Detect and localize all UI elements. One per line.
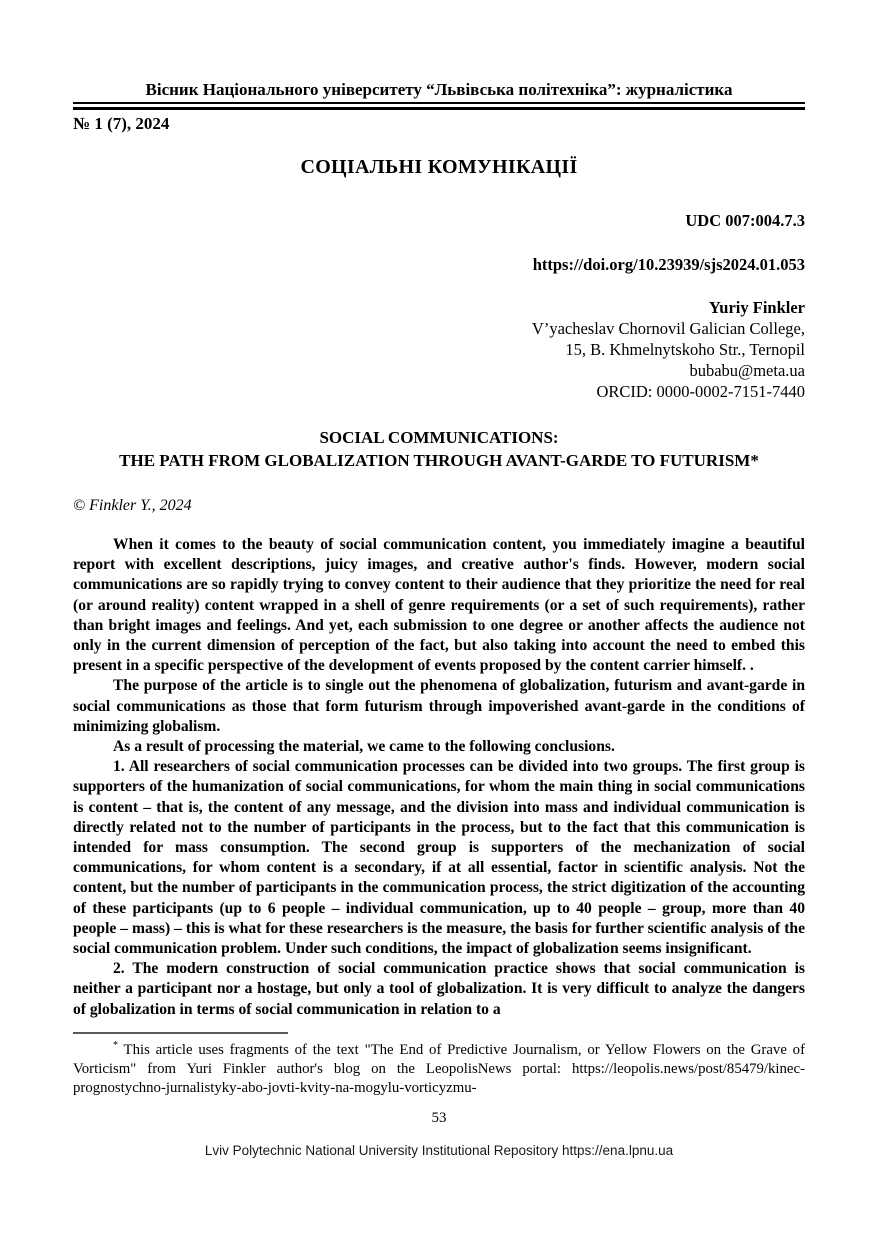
- copyright-notice: © Finkler Y., 2024: [73, 497, 192, 514]
- article-title-line1: SOCIAL COMMUNICATIONS:: [319, 428, 559, 447]
- body-paragraph: When it comes to the beauty of social communication content, you immediately imagine a beautiful report with excellent descriptions, juicy images, and creative author's finds. However, modern social communications are so rapidly trying to convey content to their audience that they prioritize the need for real (or around reality) content wrapped in a shell of genre requirements (or a set of such requirements), rather than bright images and feelings. And yet, each submission to one degree or another affects the audience not only in the current dimension of perception of the fact, but also taking into account the need to embed this present in a specific perspective of the development of events proposed by the content carrier himself. .: [73, 536, 805, 675]
- author-affiliation: V’yacheslav Chornovil Galician College,: [531, 319, 805, 338]
- section-heading: СОЦІАЛЬНІ КОМУНІКАЦІЇ: [300, 156, 578, 178]
- doi-link: https://doi.org/10.23939/sjs2024.01.053: [532, 255, 805, 274]
- footnote-text: This article uses fragments of the text "The End of Predictive Journalism, or Yellow Flowers on the Grave of Vorticism" from Yuri Finkler author's blog on the LeopolisNews portal: https://leopolis.news/post/85479/kinec-prognostychno-jurnalistyky-abo-jovti-kvity-na-mogylu-vorticyzmu-: [73, 1041, 805, 1096]
- header-divider-rule: [73, 102, 805, 110]
- footnote-divider-rule: [73, 1032, 288, 1034]
- issue-number: № 1 (7), 2024: [73, 114, 170, 133]
- article-body: [73, 535, 805, 1020]
- article-title: [73, 426, 805, 472]
- body-paragraph: 1. All researchers of social communication processes can be divided into two groups. The first group is supporters of the humanization of social communications, for whom the main thing in social communications is content – that is, the content of any message, and the division into mass and individual communication is directly related not to the number of participants in the process, but to the fact that this communication is intended for mass consumption. The second group is supporters of the mechanization of social communications, for whom content is a secondary, if at all essential, factor in scientific analysis. Not the content, but the number of participants in the communication process, the strict digitization of the accounting of these participants (up to 6 people – individual communication, up to 40 people – group, more than 40 people – mass) – this is what for these researchers is the measure, the basis for further scientific analysis of the social communication problem. Under such conditions, the impact of globalization seems insignificant.: [73, 758, 805, 958]
- author-email: bubabu@meta.ua: [689, 361, 805, 380]
- author-orcid: ORCID: 0000-0002-7151-7440: [596, 382, 805, 401]
- article-title-line2: THE PATH FROM GLOBALIZATION THROUGH AVANT-GARDE TO FUTURISM*: [119, 451, 759, 470]
- journal-header-title: Вісник Національного університету “Львівська політехніка”: журналістика: [145, 80, 733, 99]
- udc-code: UDC 007:004.7.3: [685, 211, 805, 230]
- author-address: 15, B. Khmelnytskoho Str., Ternopil: [565, 340, 805, 359]
- footnote-marker: *: [113, 1039, 118, 1051]
- page-number: 53: [431, 1109, 447, 1126]
- repository-footer: Lviv Polytechnic National University Institutional Repository https://ena.lpnu.ua: [204, 1142, 674, 1158]
- body-paragraph: As a result of processing the material, we came to the following conclusions.: [113, 738, 615, 756]
- body-paragraph: The purpose of the article is to single out the phenomena of globalization, futurism and avant-garde in social communications as those that form futurism through impoverished avant-garde in the conditions of minimizing globalism.: [73, 677, 805, 735]
- footnote: [73, 1036, 805, 1098]
- body-paragraph: 2. The modern construction of social communication practice shows that social communication is neither a participant nor a hostage, but only a tool of globalization. It is very difficult to analyze the dangers of globalization in terms of social communication in relation to a: [73, 960, 805, 1018]
- author-name: Yuriy Finkler: [708, 298, 805, 317]
- article-meta-block: [73, 211, 805, 402]
